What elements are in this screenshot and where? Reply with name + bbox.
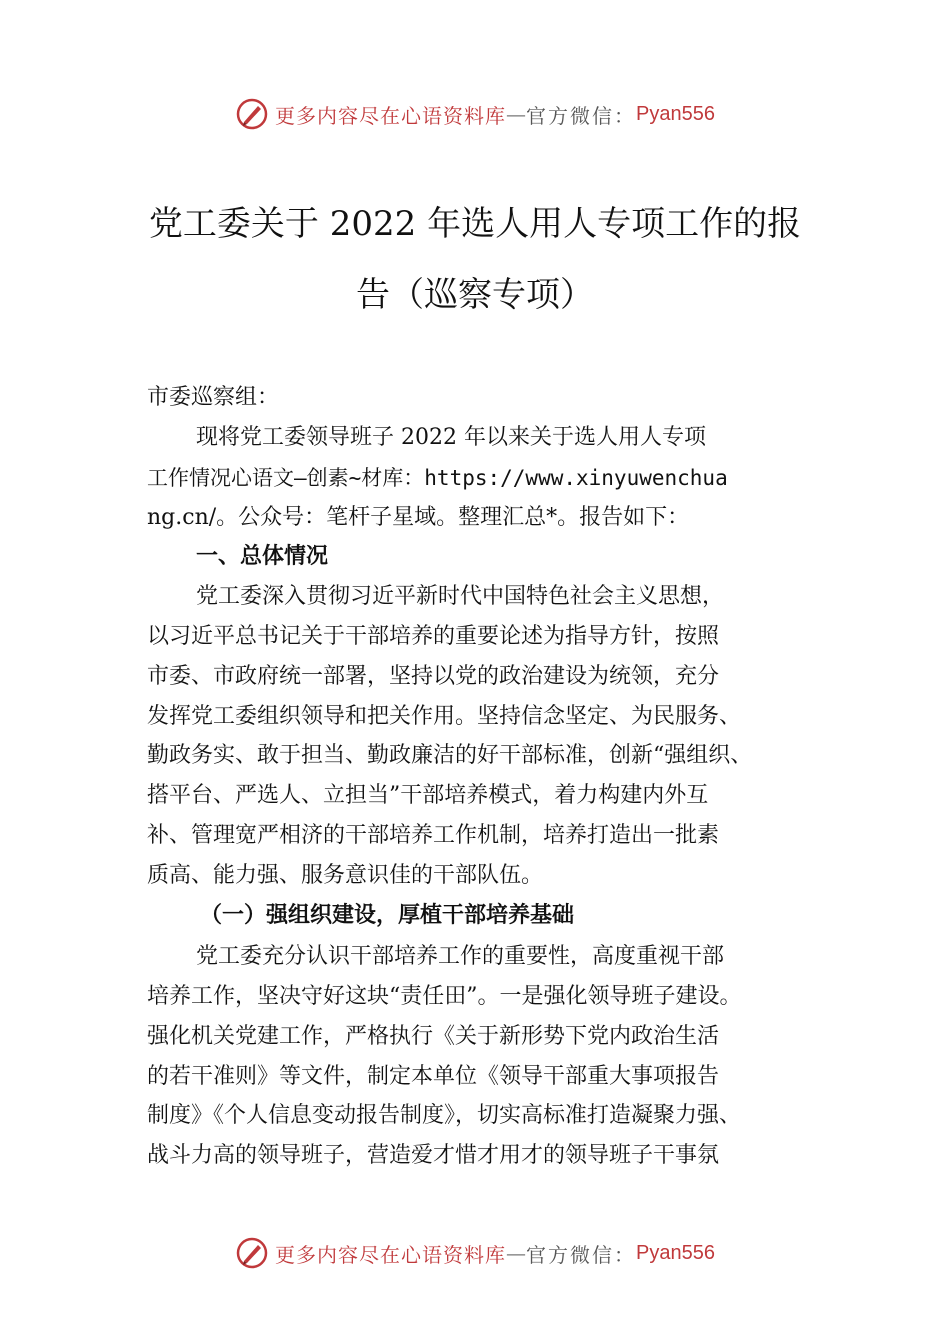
salutation: 市委巡察组： xyxy=(147,385,280,410)
banner-text: 更多内容尽在心语资料库 xyxy=(275,1242,507,1267)
pen-logo-icon xyxy=(235,1236,269,1270)
subsection-heading: （一）强组织建设，厚植干部培养基础 xyxy=(200,902,575,928)
pen-logo-icon xyxy=(235,97,269,131)
document-title-line-1: 党工委关于 2022 年选人用人专项工作的报 xyxy=(148,204,802,244)
paragraph-line: 强化机关党建工作，严格执行《关于新形势下党内政治生活 xyxy=(147,1024,720,1049)
paragraph-line: 党工委深入贯彻习近平新时代中国特色社会主义思想， xyxy=(196,584,725,609)
footer-banner xyxy=(0,1233,950,1273)
paragraph-line: 市委、市政府统一部署，坚持以党的政治建设为统领，充分 xyxy=(147,664,720,689)
paragraph-line: 战斗力高的领导班子，营造爱才惜才用才的领导班子干事氛 xyxy=(147,1143,720,1168)
banner-separator: — xyxy=(506,1241,527,1265)
banner-wechat-id: Pyan556 xyxy=(636,102,715,125)
paragraph-line: 质高、能力强、服务意识佳的干部队伍。 xyxy=(147,863,544,888)
banner-wechat-label: 官方微信： xyxy=(526,1242,637,1267)
paragraph-line: 工作情况心语文—创素~材库：https://www.xinyuwenchua xyxy=(147,466,728,490)
banner-text: 更多内容尽在心语资料库 xyxy=(275,103,507,128)
paragraph-line: 勤政务实、敢于担当、勤政廉洁的好干部标准，创新“强组织、 xyxy=(147,743,753,768)
header-banner xyxy=(0,94,950,134)
banner-separator: — xyxy=(506,102,527,126)
paragraph-line: 的若干准则》等文件，制定本单位《领导干部重大事项报告 xyxy=(147,1064,720,1089)
section-heading: 一、总体情况 xyxy=(196,544,329,569)
paragraph-line: 搭平台、严选人、立担当”干部培养模式，着力构建内外互 xyxy=(147,783,709,808)
paragraph-line: 发挥党工委组织领导和把关作用。坚持信念坚定、为民服务、 xyxy=(147,704,742,729)
banner-wechat-id: Pyan556 xyxy=(636,1241,715,1264)
paragraph-line: 以习近平总书记关于干部培养的重要论述为指导方针，按照 xyxy=(147,624,720,649)
paragraph-line: 制度》《个人信息变动报告制度》，切实高标准打造凝聚力强、 xyxy=(147,1103,742,1128)
paragraph-line: 党工委充分认识干部培养工作的重要性，高度重视干部 xyxy=(196,944,725,969)
document-title-line-2: 告（巡察专项） xyxy=(356,275,594,315)
banner-wechat-label: 官方微信： xyxy=(526,103,637,128)
paragraph-line: 补、管理宽严相济的干部培养工作机制，培养打造出一批素 xyxy=(147,823,720,848)
paragraph-line: 现将党工委领导班子 2022 年以来关于选人用人专项 xyxy=(196,425,706,450)
paragraph-line: ng.cn/。公众号：笔杆子星域。整理汇总*。报告如下： xyxy=(147,505,690,530)
paragraph-line: 培养工作，坚决守好这块“责任田”。一是强化领导班子建设。 xyxy=(147,984,742,1009)
